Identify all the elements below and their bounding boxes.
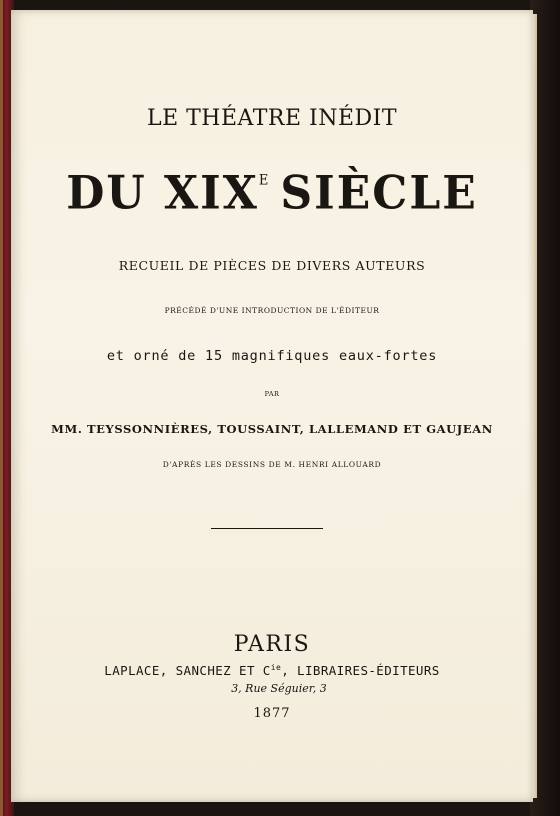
artists-line: MM. TEYSSONNIÈRES, TOUSSAINT, LALLEMAND ET GAUJEAN	[51, 422, 493, 436]
spine-edge	[0, 0, 3, 816]
title-line-2	[11, 167, 533, 221]
title-line-1: LE THÉATRE INÉDIT	[146, 106, 398, 131]
by-line: PAR	[264, 390, 280, 398]
preceded-line: PRÉCÉDÉ D'UNE INTRODUCTION DE L'ÉDITEUR	[164, 306, 380, 315]
page-edges	[533, 14, 537, 798]
publisher-end: , LIBRAIRES-ÉDITEURS	[281, 663, 440, 679]
city: PARIS	[233, 632, 311, 657]
after-line: D'APRÈS LES DESSINS DE M. HENRI ALLOUARD	[162, 460, 382, 469]
publisher-main: LAPLACE, SANCHEZ ET C	[104, 663, 271, 679]
title-line-2-sup: E	[258, 173, 271, 189]
title-line-2-main: DU XIX	[66, 166, 259, 221]
publisher-sup: ie	[270, 663, 282, 672]
title-page	[11, 10, 533, 802]
divider-rule	[211, 528, 323, 529]
title-line-2-end: SIÈCLE	[280, 166, 478, 221]
publisher-line	[11, 663, 533, 678]
subtitle: RECUEIL DE PIÈCES DE DIVERS AUTEURS	[118, 258, 426, 273]
illustrated-line: et orné de 15 magnifiques eaux-fortes	[106, 348, 438, 364]
year: 1877	[253, 706, 291, 721]
address: 3, Rue Séguier, 3	[231, 682, 327, 695]
